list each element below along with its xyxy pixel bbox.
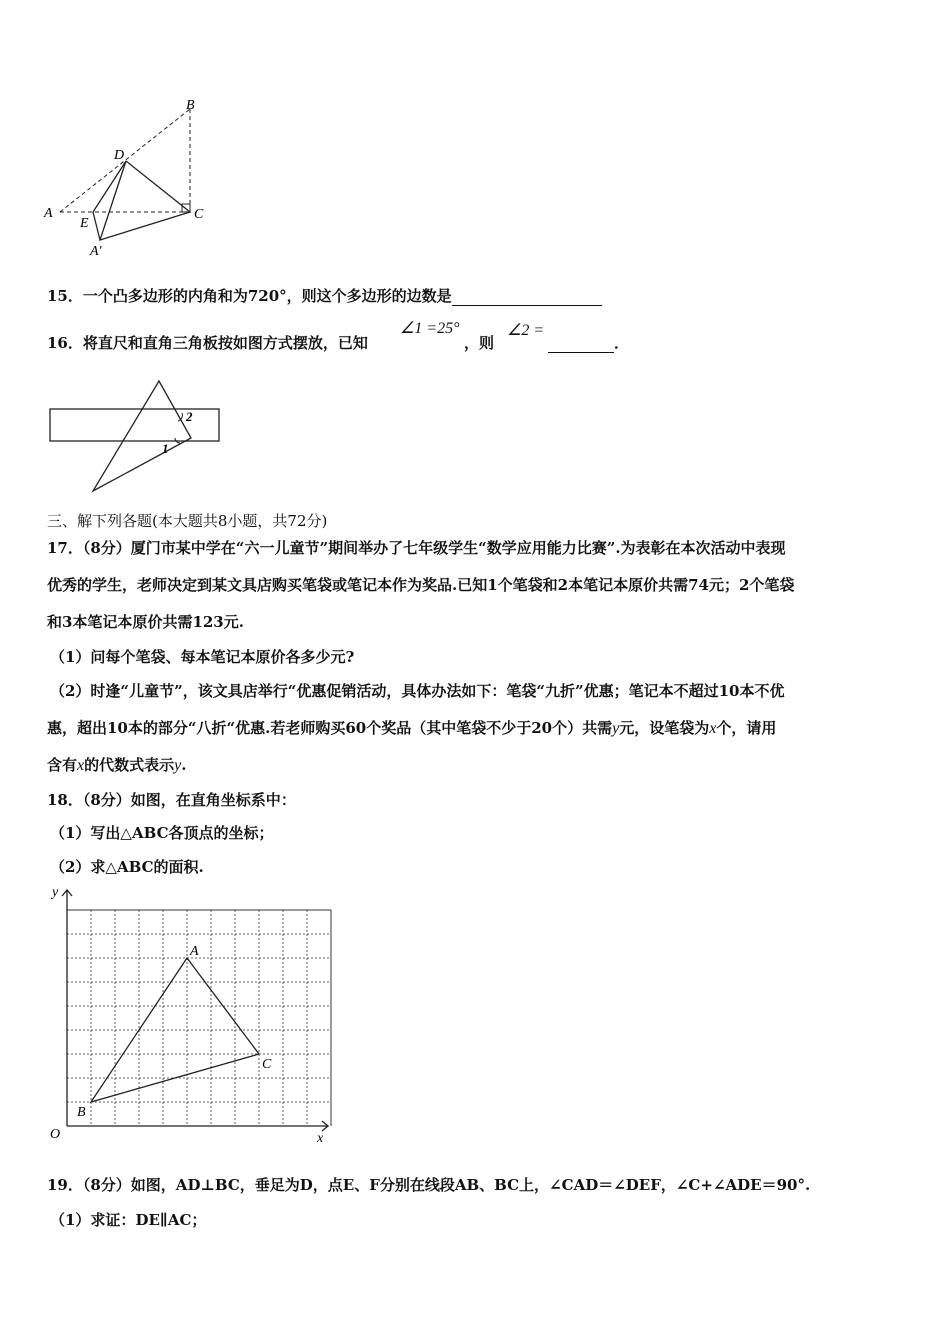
q19-line1: 19．（8分）如图，AD⊥BC，垂足为D，点E、F分别在线段AB、BC上，∠CAD＝∠DEF，∠C+∠ADE＝90°.: [47, 1176, 811, 1194]
q17-line2: 优秀的学生，老师决定到某文具店购买笔袋或笔记本作为奖品.已知1个笔袋和2本笔记本原价共需74元；2个笔袋: [47, 576, 795, 594]
q19-part1: （1）求证：DE∥AC；: [50, 1211, 207, 1229]
label-1: 1: [162, 441, 169, 456]
q17-part1: （1）问每个笔袋、每本笔记本原价各多少元?: [50, 648, 355, 666]
angle2-expr: ∠2 =: [507, 322, 545, 339]
q18-line1: 18．（8分）如图，在直角坐标系中：: [47, 791, 296, 809]
figure-q16: [45, 375, 230, 495]
section-3-title: 三、解下列各题(本大题共8小题，共72分): [47, 512, 328, 530]
vertex-label-c: C: [262, 1057, 272, 1072]
grid-lines: [67, 910, 331, 1126]
q17-part2-line3: 含有x的代数式表示y.: [47, 756, 187, 774]
question-16-blank-wrap: ．: [548, 333, 629, 353]
var-x-2: x: [77, 757, 85, 774]
label-e: E: [80, 216, 89, 231]
question-16-text-b: ，则: [464, 334, 495, 352]
vertex-label-a: A: [190, 944, 199, 959]
angle1-expr: ∠1 =25°: [400, 320, 460, 337]
question-15: 15．一个凸多边形的内角和为720°，则这个多边形的边数是: [47, 286, 602, 306]
answer-blank-15: [452, 290, 602, 306]
var-x: x: [709, 720, 717, 737]
var-y-2: y: [174, 757, 182, 774]
label-2: 2: [186, 409, 193, 424]
segment-ea: [93, 212, 100, 240]
q17-part2-line2: 惠，超出10本的部分“八折“优惠.若老师购买60个奖品（其中笔袋不少于20个）共需y元，设笔袋为x个，请用: [47, 719, 777, 737]
q17-line3: 和3本笔记本原价共需123元.: [47, 613, 244, 631]
label-d: D: [114, 148, 125, 163]
label-a: A: [44, 206, 53, 221]
axis-label-x: x: [317, 1131, 324, 1146]
triangle-dca: [100, 161, 190, 240]
var-y: y: [612, 720, 620, 737]
question-16-text-a: 16．将直尺和直角三角板按如图方式摆放，已知: [47, 334, 368, 352]
ruler: [50, 409, 219, 441]
figure-q14: [40, 95, 220, 265]
label-c: C: [194, 207, 204, 222]
q17-line1: 17．（8分）厦门市某中学在“六一儿童节”期间举办了七年级学生“数学应用能力比赛”.为表彰在本次活动中表现: [47, 539, 786, 557]
q18-part2: （2）求△ABC的面积.: [50, 858, 204, 876]
vertex-label-b: B: [77, 1105, 86, 1120]
origin-label: O: [50, 1127, 61, 1142]
q17-part2-line1: （2）时逢“儿童节”，该文具店举行“优惠促销活动，具体办法如下：笔袋“九折”优惠；笔记本不超过10本不优: [50, 682, 785, 700]
answer-blank-16: [548, 337, 614, 353]
figure-q18-grid: [40, 880, 340, 1150]
q18-part1: （1）写出△ABC各顶点的坐标；: [50, 824, 274, 842]
set-square: [93, 381, 191, 491]
segment-de: [93, 161, 126, 212]
label-b: B: [186, 98, 195, 113]
label-a-prime: A′: [90, 244, 102, 259]
axis-label-y: y: [52, 885, 59, 900]
